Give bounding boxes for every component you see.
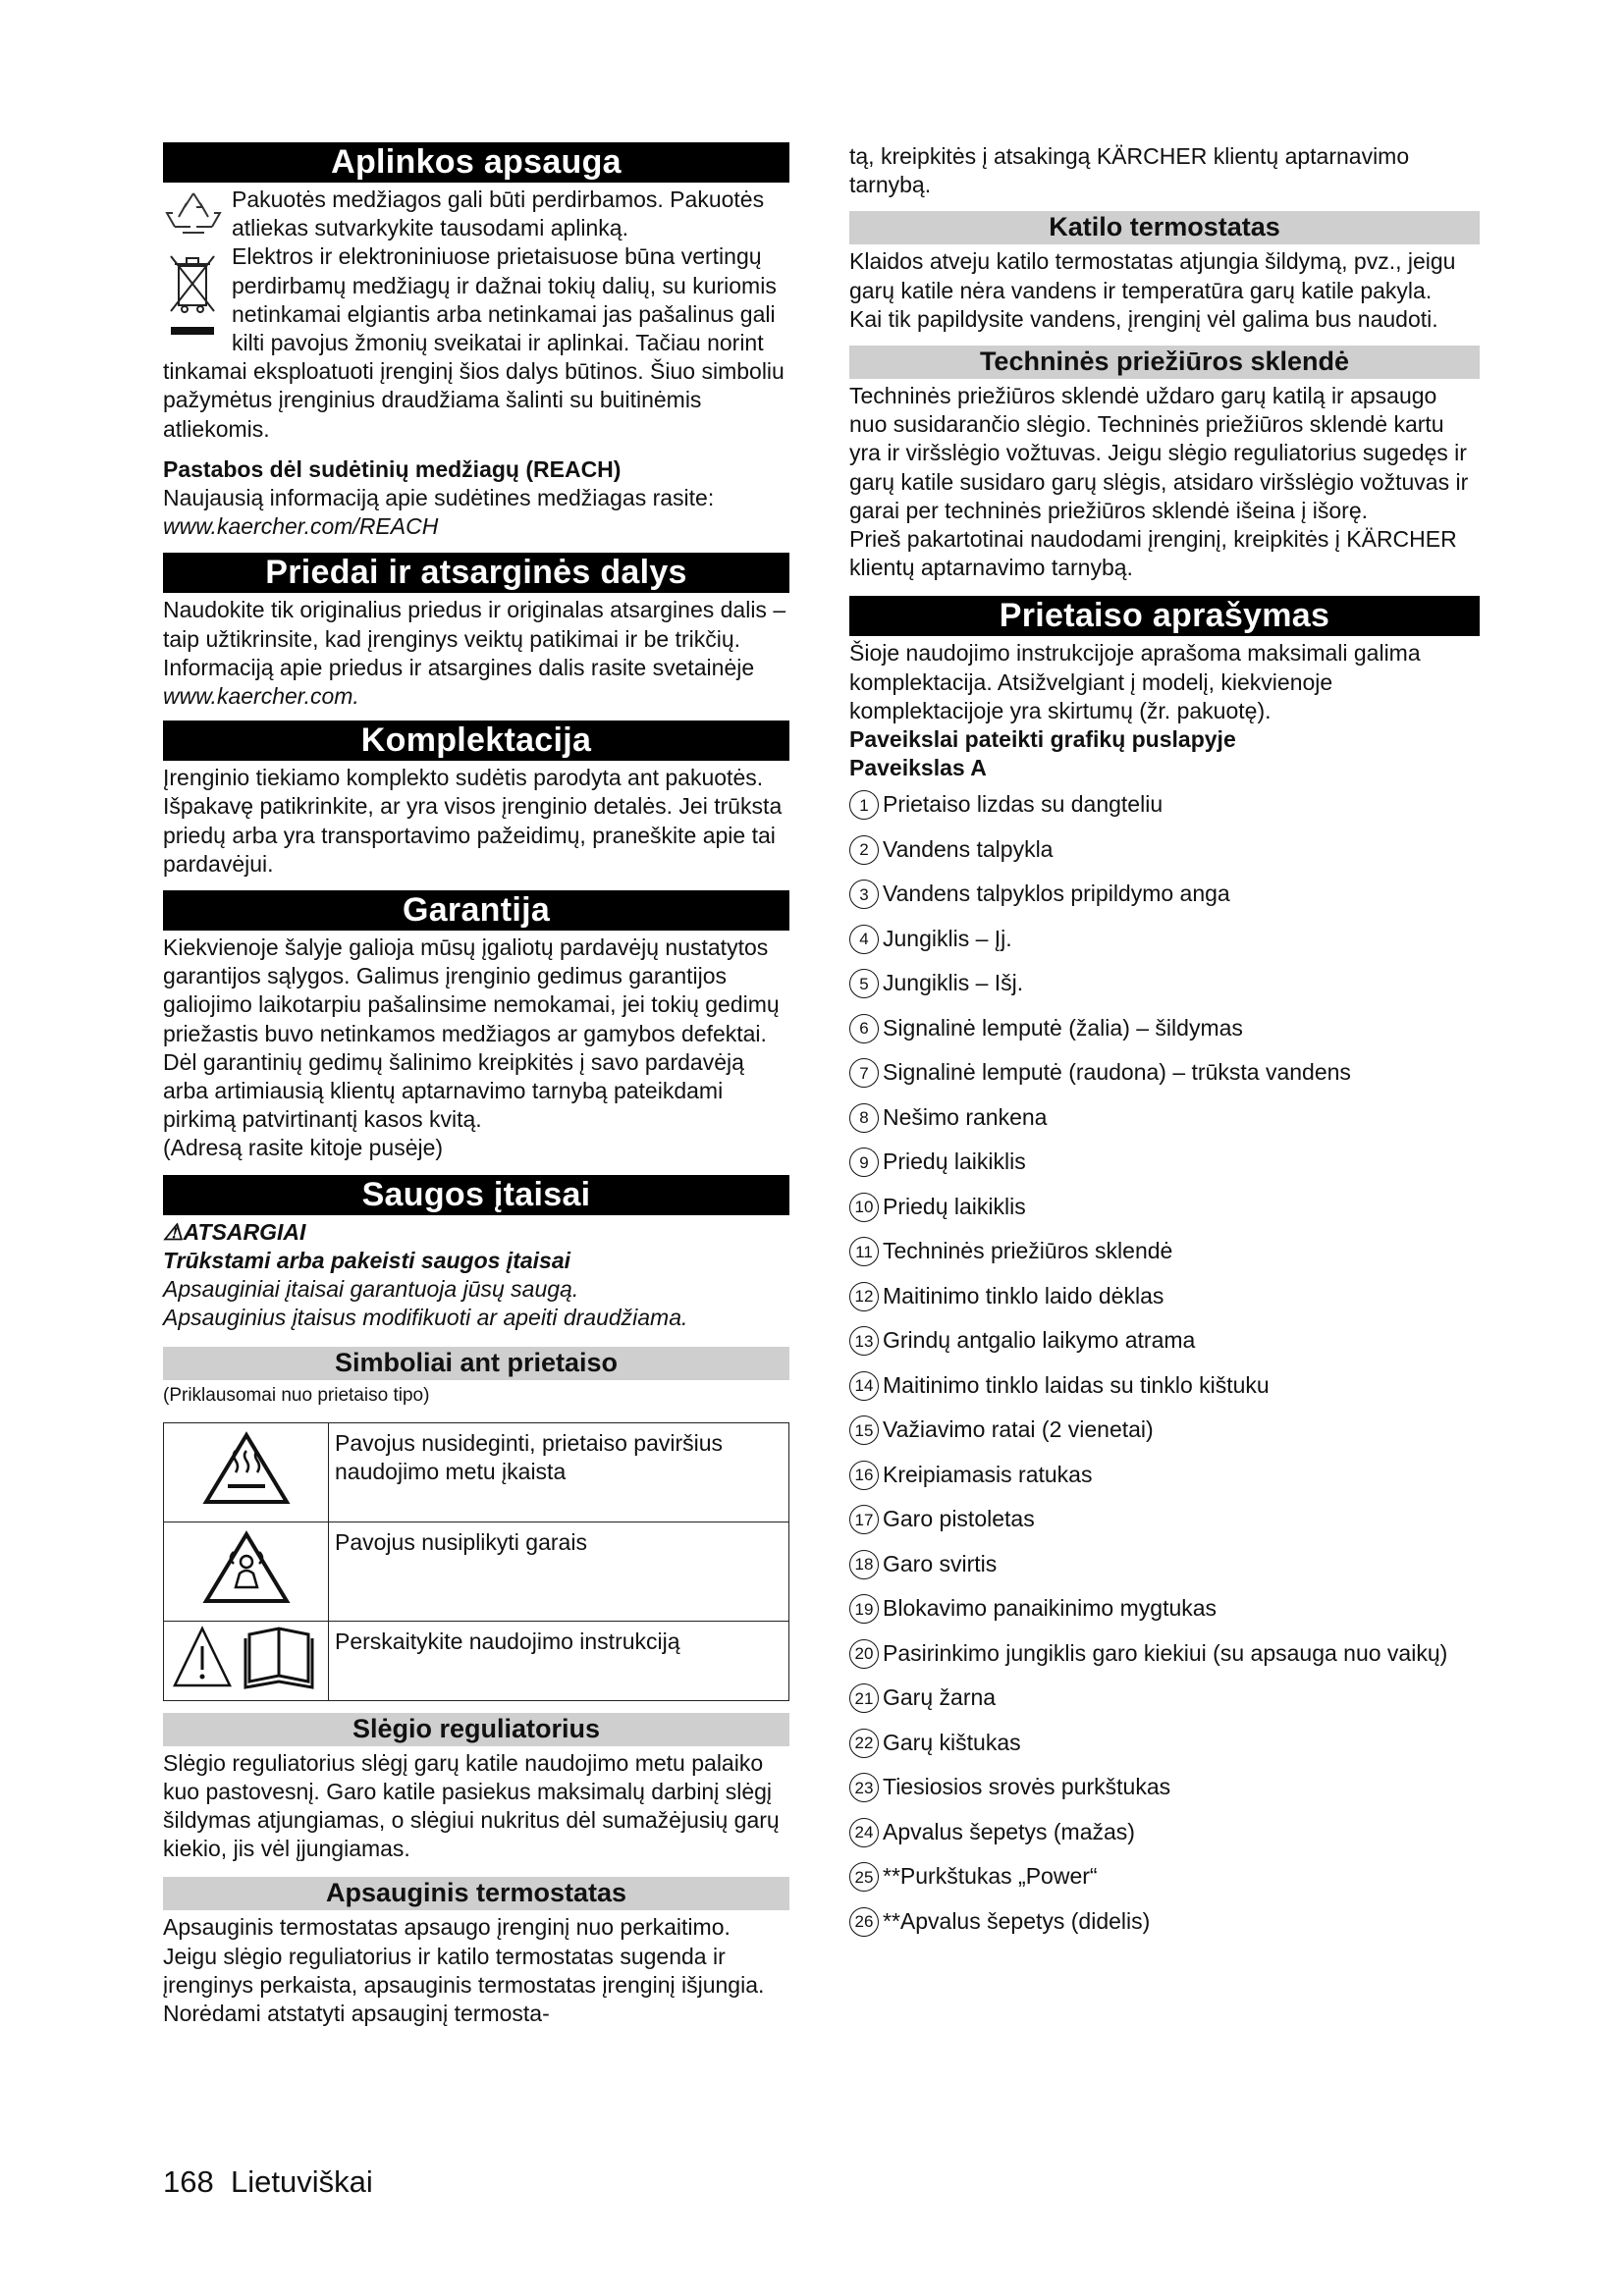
item-label: Signalinė lemputė (raudona) – trūksta vandens: [883, 1059, 1351, 1086]
item-number: 2: [849, 835, 879, 865]
list-item: [849, 1461, 1480, 1506]
apsauginis-text: Apsauginis termostatas apsaugo įrenginį nuo perkaitimo. Jeigu slėgio reguliatorius ir katilo termostatas sugenda ir įrenginys perkaista, apsauginis termostatas įrenginį išjungia. Norėdami atstatyti apsauginį termosta-: [163, 1914, 765, 2026]
list-item: [849, 969, 1480, 1014]
item-label: Signalinė lemputė (žalia) – šildymas: [883, 1014, 1243, 1041]
item-number: 16: [849, 1461, 879, 1490]
weee-paragraph: [163, 242, 789, 443]
footer-language: Lietuviškai: [230, 2164, 373, 2199]
figures-note: Paveikslai pateikti grafikų puslapyje: [849, 726, 1236, 753]
warning-triangle-icon: ⚠: [163, 1218, 184, 1245]
reach-title: Pastabos dėl sudėtinių medžiagų (REACH): [163, 455, 622, 482]
weee-text: Elektros ir elektroniniuose prietaisuose būna vertingų perdirbamų medžiagų ir dažnai tokių dalių, su kuriomis netinkamai elgiantis arba netinkamai jas pašalinus gali kilti pavojus žmonių sveikatai ir aplinkai. Tačiau norint tinkamai eksploatuoti įrenginį šios dalys būtinos. Šiuo simboliu pažymėtus įrenginius draudžiama šalinti su buitinėmis atliekomis.: [163, 243, 785, 442]
item-label: Grindų antgalio laikymo atrama: [883, 1327, 1196, 1354]
technines-text-1: Techninės priežiūros sklendė uždaro garų katilą ir apsaugo nuo susidarančio slėgio. Techninės priežiūros sklendė kartu yra ir viršslėgio vožtuvas. Jeigu slėgio reguliatorius sugedęs ir garų katile susidaro garų slėgis, atsidaro viršslėgio vožtuvas ir garai per techninės priežiūros sklendė išeina į išorę.: [849, 383, 1469, 523]
item-number: 18: [849, 1550, 879, 1579]
warning-line-1: Apsauginiai įtaisai garantuoja jūsų saugą.: [163, 1276, 579, 1303]
continued-text: tą, kreipkitės į atsakingą KÄRCHER klientų aptarnavimo tarnybą.: [849, 143, 1410, 198]
list-item: [849, 1371, 1480, 1416]
list-item: [849, 1639, 1480, 1684]
list-item: [849, 1415, 1480, 1461]
item-label: Garo pistoletas: [883, 1506, 1035, 1532]
item-number: 26: [849, 1907, 879, 1937]
parts-list: [849, 790, 1480, 1951]
list-item: [849, 1237, 1480, 1282]
warning-title: Trūkstami arba pakeisti saugos įtaisai: [163, 1247, 571, 1273]
item-label: Techninės priežiūros sklendė: [883, 1238, 1173, 1264]
heading-priedai: Priedai ir atsarginės dalys: [163, 553, 789, 593]
list-item: [849, 1683, 1480, 1729]
list-item: [849, 1594, 1480, 1639]
komplektacija-text: Įrenginio tiekiamo komplekto sudėtis parodyta ant pakuotės. Išpakavę patikrinkite, ar yra visos įrenginio detalės. Jei trūksta priedų arba yra transportavimo pažeidimų, praneškite apie tai pardavėjui.: [163, 765, 783, 877]
recycle-text: Pakuotės medžiagos gali būti perdirbamos. Pakuotės atliekas sutvarkykite tausodami aplinką.: [232, 187, 765, 241]
item-number: 19: [849, 1594, 879, 1624]
heading-komplektacija: Komplektacija: [163, 721, 789, 761]
list-item: [849, 1193, 1480, 1238]
list-item: [849, 1818, 1480, 1863]
warning-label: [163, 1218, 789, 1247]
priedai-text-2-body: Informaciją apie priedus ir atsargines dalis rasite svetainėje: [163, 654, 755, 680]
list-item: [849, 1773, 1480, 1818]
list-item: [849, 835, 1480, 881]
item-number: 15: [849, 1415, 879, 1445]
item-label: Garų kištukas: [883, 1729, 1021, 1755]
item-label: Garo svirtis: [883, 1550, 998, 1576]
figure-a-label: Paveikslas A: [849, 755, 987, 781]
list-item: [849, 1058, 1480, 1103]
garantija-address: (Adresą rasite kitoje pusėje): [163, 1135, 444, 1161]
symbol-desc-2: Pavojus nusiplikyti garais: [329, 1522, 789, 1621]
table-row: [164, 1621, 789, 1700]
right-column: [849, 142, 1480, 1951]
list-item: [849, 1282, 1480, 1327]
slegio-text: Slėgio reguliatorius slėgį garų katile naudojimo metu palaiko kuo pastovesnį. Garo katile pasiekus maksimalų darbinį slėgį šildymas atjungiamas, o slėgiui nukritus dėl sumažėjusių garų kiekio, jis vėl įjungiamas.: [163, 1749, 780, 1862]
item-number: 1: [849, 790, 879, 820]
warning-label-text: ATSARGIAI: [183, 1218, 306, 1245]
heading-slegio: Slėgio reguliatorius: [163, 1713, 789, 1746]
item-number: 10: [849, 1193, 879, 1222]
recycle-paragraph: [163, 186, 789, 242]
heading-technines: Techninės priežiūros sklendė: [849, 346, 1480, 379]
reach-text: Naujausią informaciją apie sudėtines medžiagas rasite:: [163, 485, 715, 511]
heading-garantija: Garantija: [163, 890, 789, 931]
left-column: [163, 142, 789, 2028]
list-item: [849, 1729, 1480, 1774]
item-label: Maitinimo tinklo laidas su tinklo kištuku: [883, 1371, 1270, 1398]
list-item: [849, 1103, 1480, 1148]
item-label: **Purkštukas „Power“: [883, 1863, 1098, 1890]
list-item: [849, 1907, 1480, 1952]
item-number: 22: [849, 1729, 879, 1758]
priedai-text-1: Naudokite tik originalius priedus ir originalas atsargines dalis – taip užtikrinsite, kad įrenginys veiktų patikimai ir be trikčių.: [163, 597, 786, 652]
item-label: Apvalus šepetys (mažas): [883, 1818, 1135, 1844]
item-label: Nešimo rankena: [883, 1103, 1048, 1130]
heading-aprasymas: Prietaiso aprašymas: [849, 596, 1480, 636]
list-item: [849, 1148, 1480, 1193]
item-number: 14: [849, 1371, 879, 1401]
list-item: [849, 1550, 1480, 1595]
item-number: 13: [849, 1326, 879, 1356]
item-number: 5: [849, 969, 879, 998]
list-item: [849, 1014, 1480, 1059]
warning-line-2: Apsauginius įtaisus modifikuoti ar apeiti draudžiama.: [163, 1305, 688, 1331]
list-item: [849, 925, 1480, 970]
list-item: [849, 1326, 1480, 1371]
symbol-desc-1: Pavojus nusideginti, prietaiso paviršius naudojimo metu įkaista: [329, 1422, 789, 1522]
recycle-icon: [163, 187, 224, 249]
page-number: 168: [163, 2164, 214, 2199]
priedai-link[interactable]: www.kaercher.com.: [163, 683, 359, 710]
item-number: 24: [849, 1818, 879, 1847]
item-number: 9: [849, 1148, 879, 1177]
item-label: **Apvalus šepetys (didelis): [883, 1907, 1151, 1934]
item-number: 4: [849, 925, 879, 954]
item-number: 6: [849, 1014, 879, 1043]
item-label: Priedų laikiklis: [883, 1148, 1026, 1175]
heading-simboliai: Simboliai ant prietaiso: [163, 1347, 789, 1380]
item-number: 20: [849, 1639, 879, 1669]
heading-saugos-itaisai: Saugos įtaisai: [163, 1175, 789, 1215]
page-footer: [163, 2164, 373, 2200]
katilo-text-2: Kai tik papildysite vandens, įrenginį vėl galima bus naudoti.: [849, 305, 1438, 332]
garantija-text: Kiekvienoje šalyje galioja mūsų įgaliotų pardavėjų nustatytos garantijos sąlygos. Galimus įrenginio gedimus garantijos galiojimo laikotarpiu pašalinsime nemokamai, jei tokių gedimų priežastis buvo netinkamos medžiagos ar gamybos defektai. Dėl garantinių gedimų šalinimo kreipkitės į savo pardavėją arba artimiausią klientų aptarnavimo tarnybą pateikdami pirkimą patvirtinantį kasos kvitą.: [163, 934, 780, 1133]
item-number: 7: [849, 1058, 879, 1088]
item-number: 3: [849, 880, 879, 909]
table-row: [164, 1422, 789, 1522]
heading-katilo: Katilo termostatas: [849, 211, 1480, 244]
item-label: Vandens talpyklos pripildymo anga: [883, 881, 1230, 907]
item-label: Prietaiso lizdas su dangteliu: [883, 791, 1164, 818]
hot-surface-icon: [164, 1422, 329, 1522]
list-item: [849, 1505, 1480, 1550]
item-label: Važiavimo ratai (2 vienetai): [883, 1416, 1154, 1443]
list-item: [849, 790, 1480, 835]
crossed-bin-icon: [163, 242, 232, 350]
table-row: [164, 1522, 789, 1621]
reach-link[interactable]: www.kaercher.com/REACH: [163, 513, 439, 540]
symbol-desc-3: Perskaitykite naudojimo instrukciją: [329, 1621, 789, 1700]
technines-text-2: Prieš pakartotinai naudodami įrenginį, kreipkitės į KÄRCHER klientų aptarnavimo tarnybą.: [849, 526, 1457, 581]
list-item: [849, 1862, 1480, 1907]
simboliai-note: (Priklausomai nuo prietaiso tipo): [163, 1384, 430, 1406]
priedai-text-2: [163, 654, 789, 711]
item-number: 17: [849, 1505, 879, 1534]
symbols-table: [163, 1422, 789, 1701]
item-label: Tiesiosios srovės purkštukas: [883, 1774, 1171, 1800]
item-number: 8: [849, 1103, 879, 1133]
item-number: 23: [849, 1773, 879, 1802]
item-label: Jungiklis – Išj.: [883, 970, 1024, 996]
item-number: 21: [849, 1683, 879, 1713]
aprasymas-text: Šioje naudojimo instrukcijoje aprašoma maksimali galima komplektacija. Atsižvelgiant į modelį, kiekvienoje komplektacijoje yra skirtumų (žr. pakuotę).: [849, 640, 1421, 723]
read-manual-icon: [164, 1621, 329, 1700]
heading-apsauginis: Apsauginis termostatas: [163, 1877, 789, 1910]
item-number: 11: [849, 1237, 879, 1266]
item-label: Priedų laikiklis: [883, 1193, 1026, 1219]
item-label: Maitinimo tinklo laido dėklas: [883, 1282, 1164, 1308]
heading-aplinkos-apsauga: Aplinkos apsauga: [163, 142, 789, 183]
item-number: 12: [849, 1282, 879, 1311]
steam-scald-icon: [164, 1522, 329, 1621]
item-number: 25: [849, 1862, 879, 1892]
item-label: Vandens talpykla: [883, 835, 1054, 862]
item-label: Pasirinkimo jungiklis garo kiekiui (su apsauga nuo vaikų): [883, 1639, 1448, 1666]
item-label: Garų žarna: [883, 1684, 997, 1711]
katilo-text-1: Klaidos atveju katilo termostatas atjungia šildymą, pvz., jeigu garų katile nėra vandens ir temperatūra garų katile pakyla.: [849, 248, 1456, 303]
list-item: [849, 880, 1480, 925]
item-label: Kreipiamasis ratukas: [883, 1461, 1093, 1487]
item-label: Blokavimo panaikinimo mygtukas: [883, 1595, 1218, 1622]
item-label: Jungiklis – Įj.: [883, 925, 1012, 951]
